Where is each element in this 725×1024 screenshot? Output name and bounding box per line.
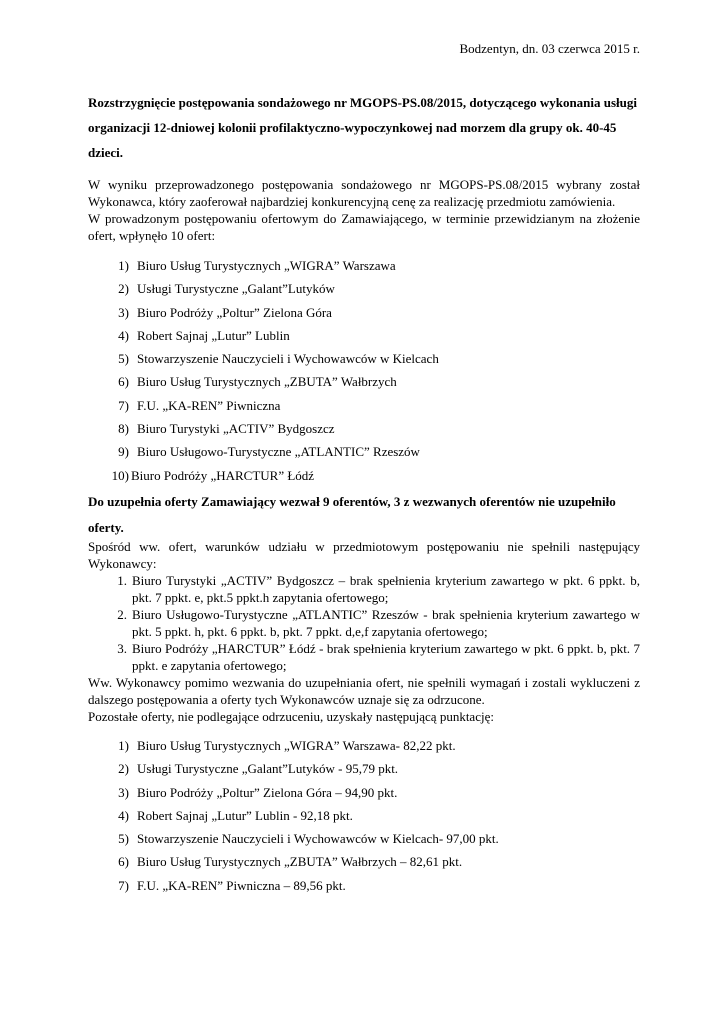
item-number: 10) bbox=[111, 467, 129, 483]
item-number: 7) bbox=[118, 397, 129, 413]
list-item bbox=[88, 280, 640, 303]
item-text: Biuro Turystyki „ACTIV” Bydgoszcz bbox=[137, 421, 335, 437]
list-item bbox=[88, 397, 640, 420]
item-number: 3) bbox=[118, 784, 129, 800]
item-number: 3) bbox=[118, 304, 129, 320]
list-item bbox=[88, 737, 640, 760]
list-item bbox=[88, 640, 640, 674]
list-item bbox=[88, 572, 640, 606]
item-number: 7) bbox=[118, 877, 129, 893]
list-item bbox=[88, 760, 640, 783]
item-text: F.U. „KA-REN” Piwniczna – 89,56 pkt. bbox=[137, 877, 346, 893]
item-text: F.U. „KA-REN” Piwniczna bbox=[137, 397, 281, 413]
list-item bbox=[88, 304, 640, 327]
item-text: Biuro Usługowo-Turystyczne „ATLANTIC” Rzeszów - brak spełnienia kryterium zawartego w pkt. 5 ppkt. h, pkt. 6 ppkt. b, pkt. 7 ppkt. d,e,f zapytania ofertowego; bbox=[132, 607, 640, 639]
item-text: Stowarzyszenie Nauczycieli i Wychowawców w Kielcach- 97,00 pkt. bbox=[137, 831, 499, 847]
item-number: 1) bbox=[118, 738, 129, 753]
item-number: 6) bbox=[118, 374, 129, 390]
item-number: 5) bbox=[118, 831, 129, 847]
intro-paragraph-2: W prowadzonym postępowaniu ofertowym do Zamawiającego, w terminie przewidzianym na złożenie ofert, wpłynęło 10 ofert: bbox=[88, 211, 640, 243]
item-number: 1. bbox=[117, 573, 127, 588]
item-text: Biuro Usługowo-Turystyczne „ATLANTIC” Rzeszów bbox=[137, 444, 420, 460]
rejected-outro: Ww. Wykonawcy pomimo wezwania do uzupełniania ofert, nie spełnili wymagań i zostali wykluczeni z dalszego postępowania a oferty tych Wykonawców uznaje się za odrzucone. bbox=[88, 675, 640, 707]
dateline: Bodzentyn, dn. 03 czerwca 2015 r. bbox=[459, 41, 640, 56]
item-text: Biuro Turystyki „ACTIV” Bydgoszcz – brak spełnienia kryterium zawartego w pkt. 6 ppkt. b, pkt. 7 ppkt. e, pkt.5 ppkt.h zapytania ofertowego; bbox=[132, 573, 640, 605]
item-number: 5) bbox=[118, 351, 129, 367]
item-number: 2) bbox=[118, 281, 129, 297]
list-item bbox=[88, 350, 640, 373]
list-item bbox=[88, 373, 640, 396]
list-item bbox=[88, 606, 640, 640]
supplement-note: Do uzupełnia oferty Zamawiający wezwał 9 oferentów, 3 z wezwanych oferentów nie uzupełniło oferty. bbox=[88, 494, 616, 535]
rejected-intro: Spośród ww. ofert, warunków udziału w przedmiotowym postępowaniu nie spełnili następujący Wykonawcy: bbox=[88, 539, 640, 571]
item-text: Biuro Usług Turystycznych „ZBUTA” Wałbrzych bbox=[137, 374, 397, 390]
scores-intro: Pozostałe oferty, nie podlegające odrzuceniu, uzyskały następującą punktację: bbox=[88, 709, 494, 724]
item-text: Usługi Turystyczne „Galant”Lutyków bbox=[137, 281, 335, 297]
item-text: Biuro Podróży „HARCTUR” Łódź bbox=[131, 467, 315, 483]
item-text: Biuro Podróży „Poltur” Zielona Góra – 94,90 pkt. bbox=[137, 784, 398, 800]
document-title: Rozstrzygnięcie postępowania sondażowego nr MGOPS-PS.08/2015, dotyczącego wykonania usługi organizacji 12-dniowej kolonii profilaktyczno-wypoczynkowej nad morzem dla grupy ok. 40-45 dzieci. bbox=[88, 95, 638, 160]
list-item bbox=[88, 467, 640, 490]
item-text: Stowarzyszenie Nauczycieli i Wychowawców w Kielcach bbox=[137, 351, 439, 367]
item-text: Biuro Usług Turystycznych „ZBUTA” Wałbrzych – 82,61 pkt. bbox=[137, 854, 463, 870]
scores-list bbox=[88, 737, 640, 900]
list-item bbox=[88, 853, 640, 876]
list-item bbox=[88, 257, 640, 280]
evaluation-section bbox=[88, 538, 640, 725]
item-number: 3. bbox=[117, 641, 127, 656]
intro-paragraph-1: W wyniku przeprowadzonego postępowania sondażowego nr MGOPS-PS.08/2015 wybrany został Wykonawca, który zaoferował najbardziej konkurencyjną cenę za realizację przedmiotu zamówienia. bbox=[88, 177, 640, 209]
list-item bbox=[88, 877, 640, 900]
item-number: 2. bbox=[117, 607, 127, 622]
item-text: Biuro Podróży „Poltur” Zielona Góra bbox=[137, 304, 332, 320]
item-number: 9) bbox=[118, 444, 129, 460]
list-item bbox=[88, 830, 640, 853]
item-text: Biuro Usług Turystycznych „WIGRA” Warszawa bbox=[137, 258, 396, 273]
list-item bbox=[88, 327, 640, 350]
item-number: 4) bbox=[118, 327, 129, 343]
item-text: Usługi Turystyczne „Galant”Lutyków - 95,79 pkt. bbox=[137, 761, 399, 777]
item-text: Biuro Podróży „HARCTUR” Łódź - brak spełnienia kryterium zawartego w pkt. 6 ppkt. b, pkt. 7 ppkt. e zapytania ofertowego; bbox=[132, 641, 640, 673]
item-text: Biuro Usług Turystycznych „WIGRA” Warszawa- 82,22 pkt. bbox=[137, 738, 456, 753]
item-number: 2) bbox=[118, 761, 129, 777]
list-item bbox=[88, 807, 640, 830]
item-text: Robert Sajnaj „Lutur” Lublin bbox=[137, 327, 290, 343]
offers-list bbox=[88, 257, 640, 490]
item-number: 8) bbox=[118, 421, 129, 437]
list-item bbox=[88, 420, 640, 443]
list-item bbox=[88, 784, 640, 807]
list-item bbox=[88, 443, 640, 466]
item-number: 4) bbox=[118, 807, 129, 823]
item-number: 1) bbox=[118, 258, 129, 273]
item-number: 6) bbox=[118, 854, 129, 870]
intro-section bbox=[88, 176, 640, 244]
item-text: Robert Sajnaj „Lutur” Lublin - 92,18 pkt. bbox=[137, 807, 353, 823]
rejected-list bbox=[88, 572, 640, 674]
